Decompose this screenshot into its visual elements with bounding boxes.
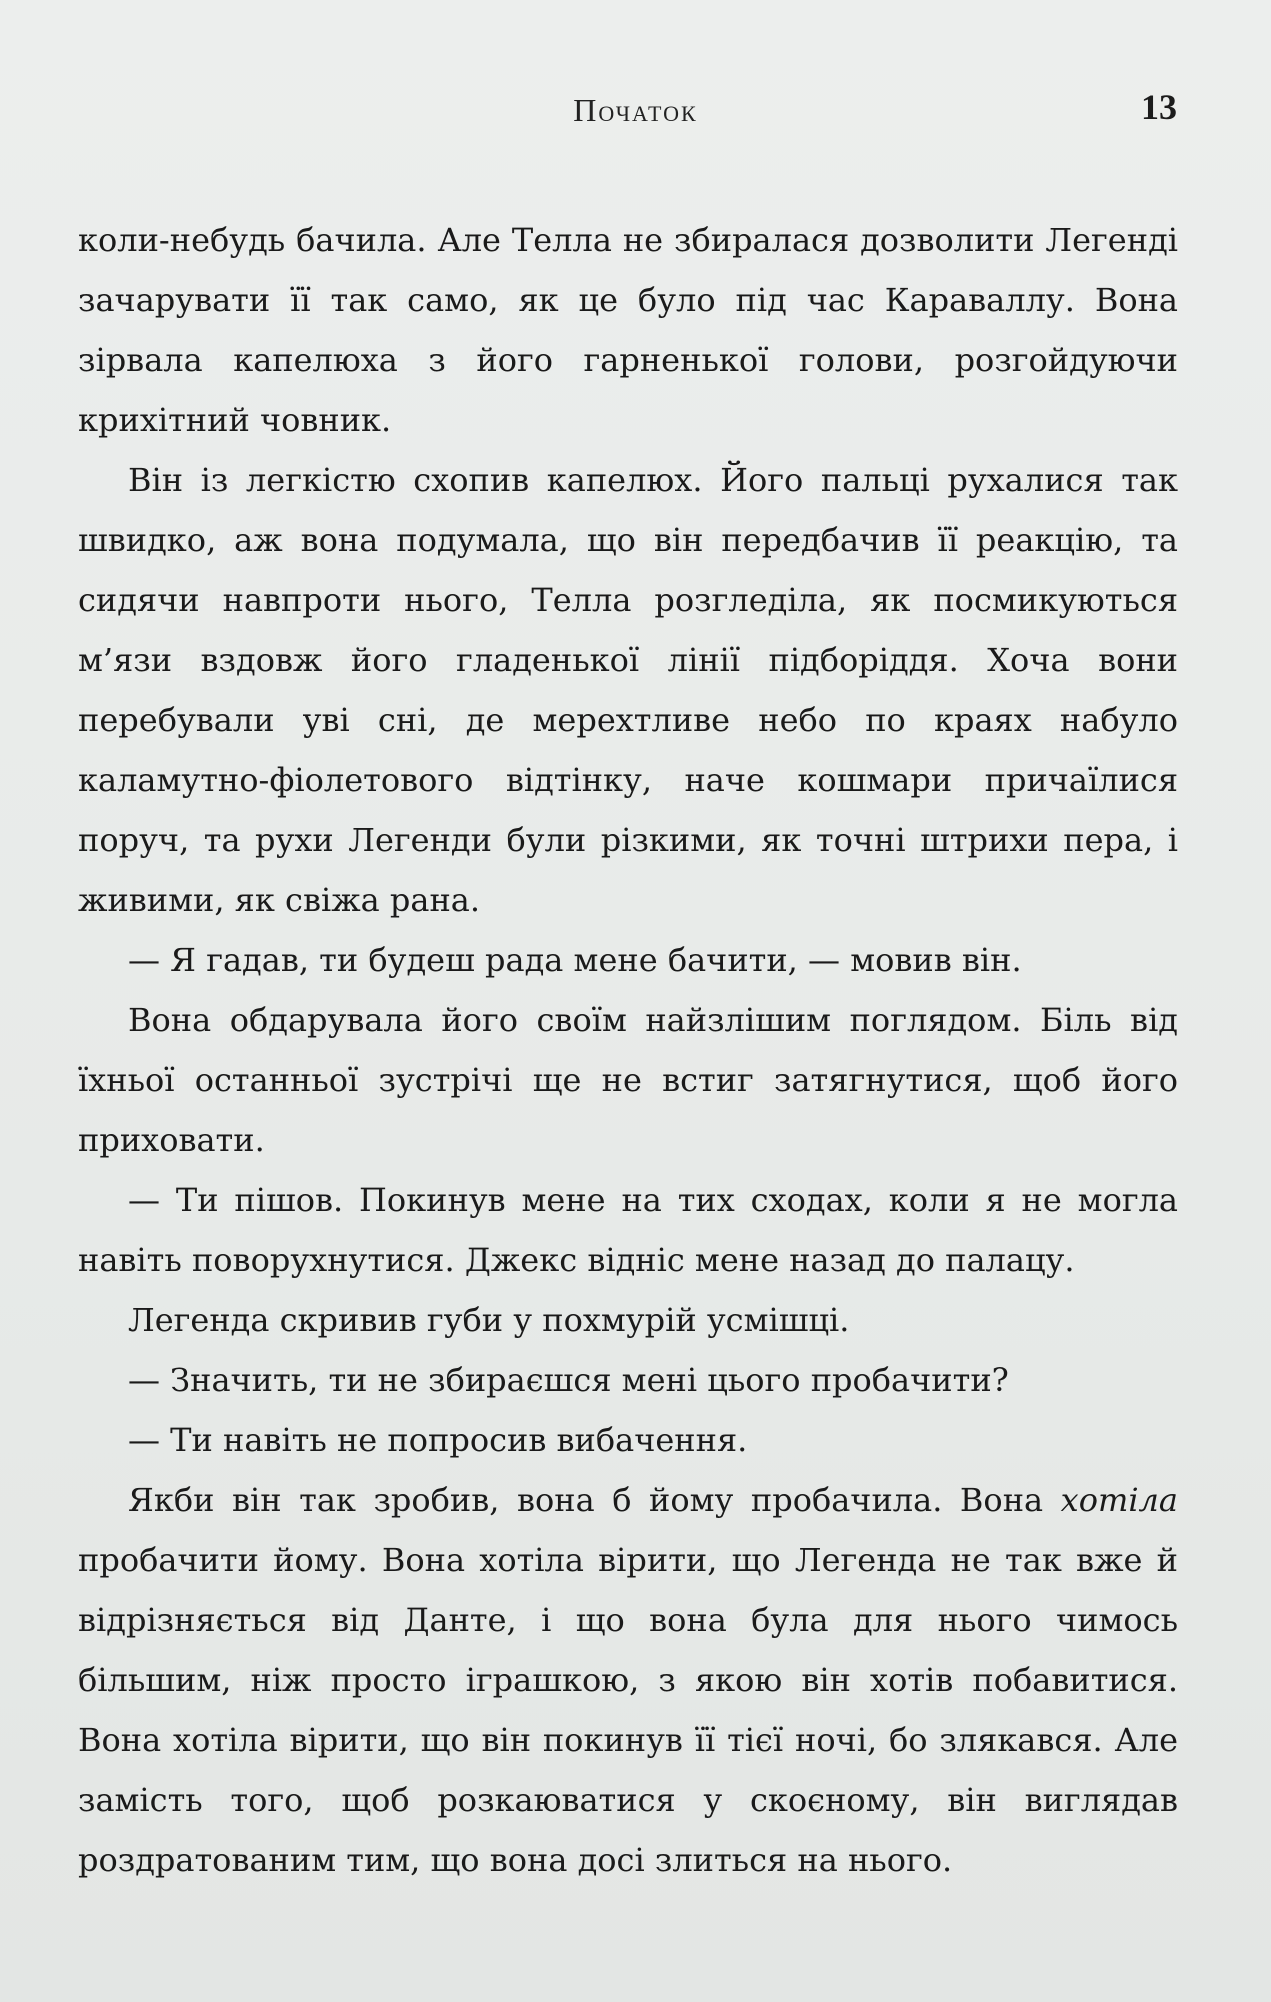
dialogue-line-3: — Значить, ти не збираєшся мені цього пробачити? bbox=[128, 1361, 1009, 1399]
dialogue-line-4: — Ти навіть не попросив вибачення. bbox=[128, 1421, 748, 1459]
dialogue-line-2: — Ти пішов. Покинув мене на тих сходах, коли я не могла навіть поворухнутися. Джекс відніс мене назад до палацу. bbox=[78, 1181, 1178, 1279]
dialogue-line-1: — Я гадав, ти будеш рада мене бачити, — мовив він. bbox=[128, 941, 1022, 979]
section-title: Початок bbox=[573, 92, 698, 128]
paragraph-3: Вона обдарувала його своїм найзлішим поглядом. Біль від їхньої останньої зустрічі ще не встиг затягнутися, щоб його приховати. bbox=[78, 1001, 1178, 1159]
page-number: 13 bbox=[1141, 87, 1177, 127]
paragraph-5-part-2: пробачити йому. Вона хотіла вірити, що Легенда не так вже й відрізняється від Данте, і що вона була для нього чимось більшим, ніж просто іграшкою, з якою він хотів побавитися. Вона хотіла вірити, що він покинув її тієї ночі, бо злякався. Але замість того, щоб розкаюватися у скоєному, він виглядав роздратованим тим, що вона досі злиться на нього. bbox=[78, 1541, 1178, 1879]
paragraph-1: коли-небудь бачила. Але Телла не збиралася дозволити Легенді зачарувати її так само, як це було під час Караваллу. Вона зірвала капелюха з його гарненької голови, розгойдуючи крихітний човник. bbox=[78, 221, 1178, 439]
emphasized-word: хотіла bbox=[1060, 1481, 1178, 1519]
paragraph-5 bbox=[78, 1470, 1178, 1890]
paragraph-4: Легенда скривив губи у похмурій усмішці. bbox=[128, 1301, 850, 1339]
running-header bbox=[0, 86, 1271, 146]
body-text bbox=[78, 210, 1178, 1890]
paragraph-2: Він із легкістю схопив капелюх. Його пальці рухалися так швидко, аж вона подумала, що він передбачив її реакцію, та сидячи навпроти нього, Телла розгледіла, як посмикуються м’язи вздовж його гладенької лінії підборіддя. Хоча вони перебували уві сні, де мерехтливе небо по краях набуло каламутно-фіолетового відтінку, наче кошмари причаїлися поруч, та рухи Легенди були різкими, як точні штрихи пера, і живими, як свіжа рана. bbox=[78, 461, 1178, 919]
paragraph-5-part-1: Якби він так зробив, вона б йому пробачила. Вона bbox=[128, 1481, 1061, 1519]
